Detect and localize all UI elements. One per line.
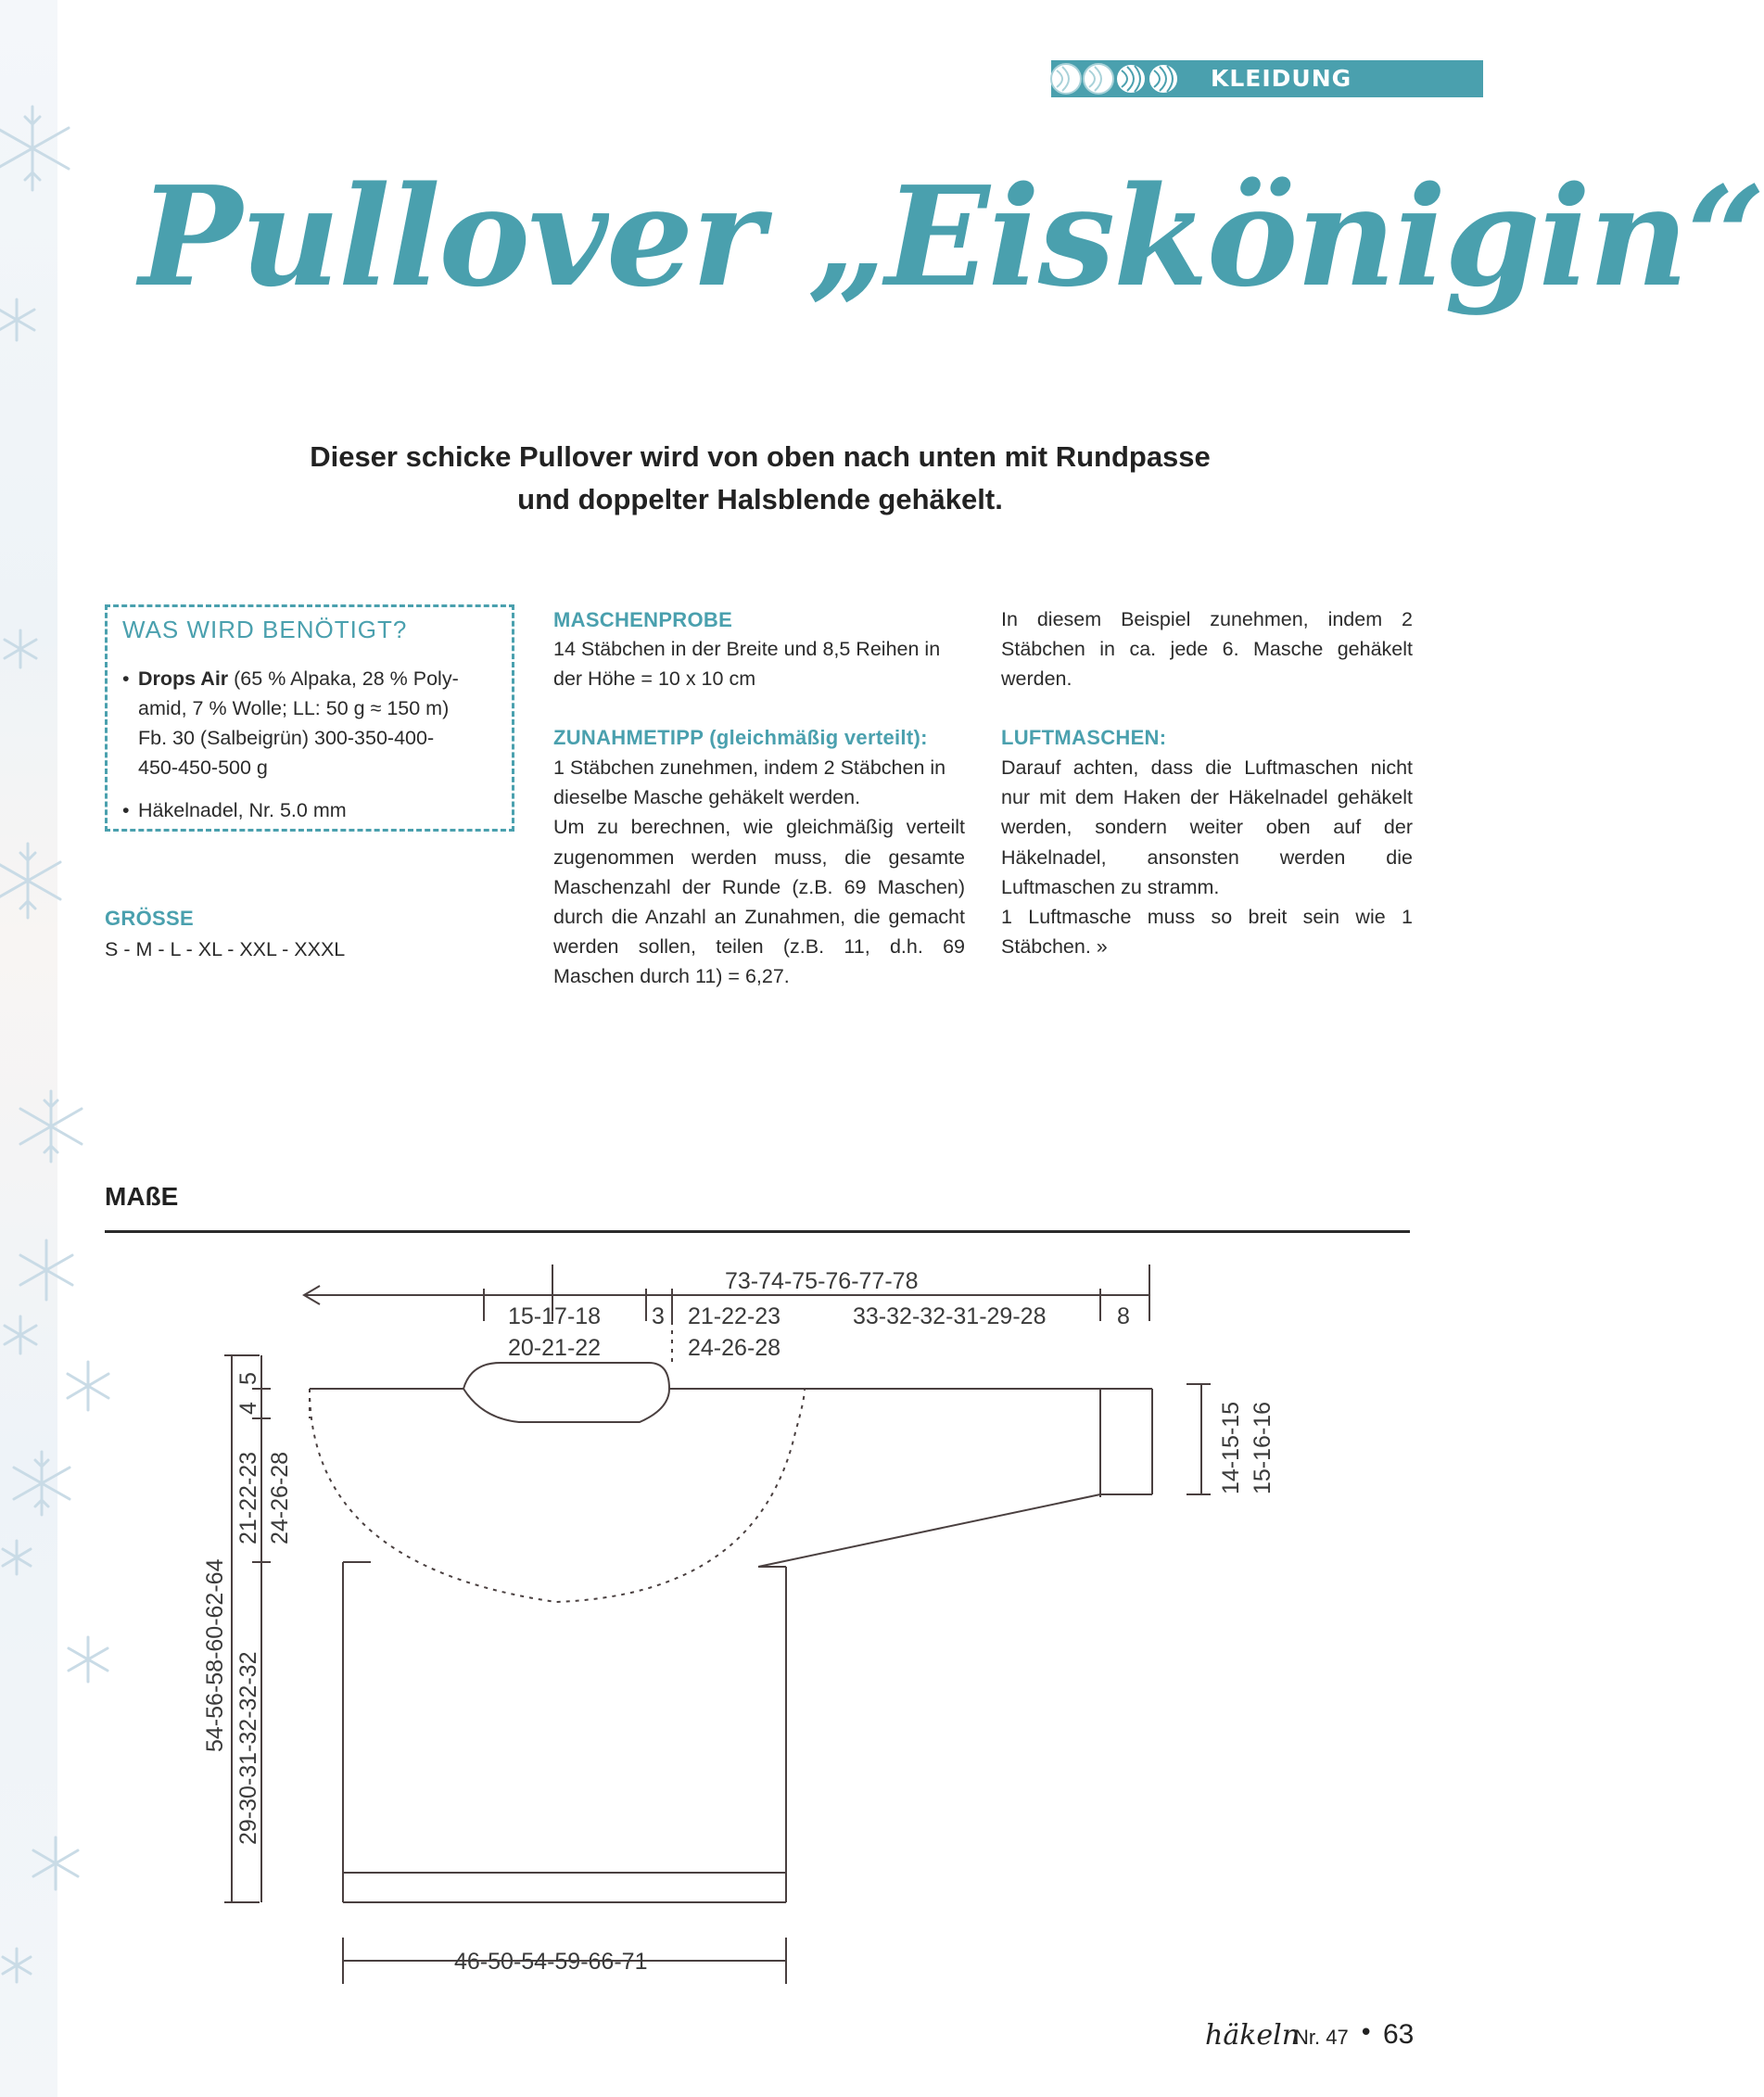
intro-line-1: Dieser schicke Pullover wird von oben nach unten mit Rundpasse (310, 440, 1211, 473)
chain-paragraph: 1 Luftmasche muss so breit sein wie 1 Stäbchen. » (1001, 906, 1413, 959)
dim-label: 15-16-16 (1250, 1401, 1275, 1494)
neckline (463, 1389, 669, 1422)
dim-label: 24-26-28 (267, 1451, 293, 1544)
materials-heading: WAS WIRD BENÖTIGT? (122, 616, 408, 643)
dim-label: 20-21-22 (508, 1335, 602, 1361)
yarn-details: (65 % Alpaka, 28 % Poly- (228, 667, 459, 690)
increase-paragraph: 1 Stäbchen zunehmen, indem 2 Stäbchen in dieselbe Masche gehäkelt werden. (553, 756, 946, 809)
dim-label: 73-74-75-76-77-78 (725, 1268, 919, 1294)
dim-label: 4 (235, 1402, 261, 1415)
issue-number: Nr. 47 (1294, 2026, 1349, 2049)
gauge-line: 14 Stäbchen in der Breite und 8,5 Reihen in (553, 638, 941, 660)
dim-label: 14-15-15 (1218, 1401, 1244, 1494)
page-number: 63 (1383, 2019, 1415, 2050)
dim-label: 5 (235, 1372, 261, 1385)
yarn-name: Drops Air (138, 667, 229, 690)
dim-label: 54-56-58-60-62-64 (202, 1558, 228, 1752)
size-text: S - M - L - XL - XXL - XXXL (105, 938, 346, 960)
yarn-amounts: 450-450-500 g (138, 756, 268, 779)
gauge-line: der Höhe = 10 x 10 cm (553, 667, 756, 691)
dim-label: 3 (652, 1303, 665, 1329)
dim-label: 15-17-18 (508, 1303, 602, 1329)
dim-label: 8 (1117, 1303, 1130, 1329)
chain-heading: LUFTMASCHEN: (1001, 726, 1167, 749)
intro-line-2: und doppelter Halsblende gehäkelt. (517, 483, 1003, 515)
dim-label: 33-32-32-31-29-28 (853, 1303, 1047, 1329)
dim-label: 21-22-23 (235, 1451, 261, 1544)
dim-label: 21-22-23 (688, 1303, 781, 1329)
hook-size: Häkelnadel, Nr. 5.0 mm (138, 799, 347, 821)
increase-heading: ZUNAHMETIPP (gleichmäßig verteilt): (553, 726, 928, 749)
increase-paragraph: Um zu berechnen, wie gleichmäßig verteilt zugenommen werden muss, die gesamte Maschenzahl der Runde (z.B. 69 Maschen) durch die Anzahl an Zunahmen, die gemacht werden sollen, teilen (z.B. 11, d.h. 69 Maschen durch 11) = 6,27. (553, 816, 965, 988)
category-label: KLEIDUNG (1211, 65, 1352, 92)
chain-paragraph: Darauf achten, dass die Luftmaschen nicht nur mit dem Haken der Häkelnadel gehäkelt werden, sondern weiter oben auf der Häkelnadel, ansonsten werden die Luftmaschen zu stramm. (1001, 756, 1413, 898)
example-text: In diesem Beispiel zunehmen, indem 2 Stäbchen in ca. jede 6. Masche gehäkelt werden. (1001, 608, 1413, 691)
neckline (463, 1363, 669, 1389)
yoke-line (310, 1389, 805, 1602)
separator-dot: • (1359, 2019, 1374, 2047)
magazine-logo: häkeln (1205, 2019, 1301, 2052)
dim-label: 46-50-54-59-66-71 (454, 1949, 648, 1975)
gauge-heading: MASCHENPROBE (553, 608, 733, 631)
dim-label: 29-30-31-32-32-32 (235, 1651, 261, 1845)
measurements-heading: MAßE (105, 1182, 179, 1211)
page-title: Pullover „Eiskönigin“ (139, 156, 1764, 317)
yarn-details: amid, 7 % Wolle; LL: 50 g ≈ 150 m) (138, 697, 450, 719)
size-heading: GRÖSSE (105, 907, 194, 930)
yarn-color: Fb. 30 (Salbeigrün) 300-350-400- (138, 727, 435, 749)
sleeve-underside (758, 1494, 1100, 1567)
dim-label: 24-26-28 (688, 1335, 781, 1361)
